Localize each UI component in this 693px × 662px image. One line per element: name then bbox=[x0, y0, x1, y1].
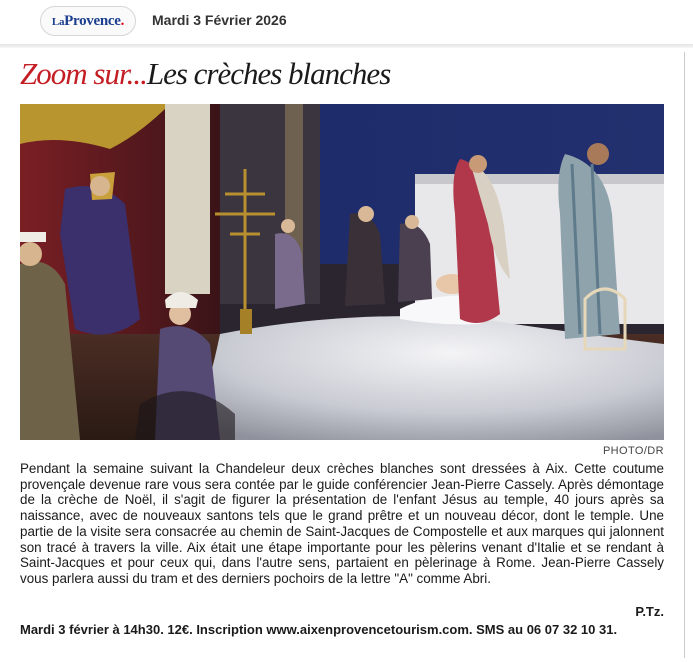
newspaper-logo[interactable] bbox=[40, 6, 136, 36]
article-headline bbox=[20, 56, 390, 96]
article-body: Pendant la semaine suivant la Chandeleur deux crèches blanches sont dressées à Aix. Cette coutume provençale devenue rare vous sera contée par le guide conférencier Jean-Pierre Cassely. Après démontage de la crèche de Noël, il s'agit de figurer la présentation de l'enfant Jésus au temple, 40 jours après sa naissance, avec de nouveaux santons tels que le grand prêtre et un nouveau décor, dont le temple. Une partie de la visite sera consacrée au chemin de Saint-Jacques de Compostelle et aux marques qui jalonnent son tracé à travers la ville. Aix était une étape importante pour les pèlerins venant d'Italie et se rendant à Saint-Jacques et pour ceux qui, dans l'autre sens, partaient en pèlerinage à Rome. Jean-Pierre Cassely vous parlera aussi du tram et des derniers pochoirs de la lettre "A" comme Abri. bbox=[20, 461, 664, 586]
practical-info: Mardi 3 février à 14h30. 12€. Inscription www.aixenprovencetourism.com. SMS au 06 07 32 10 31. bbox=[20, 622, 618, 637]
headline-kicker: Zoom sur... bbox=[20, 56, 147, 91]
header-divider bbox=[0, 44, 693, 48]
headline-title: Les crèches blanches bbox=[146, 56, 391, 91]
top-bar bbox=[0, 0, 693, 44]
logo-wordmark: LaProvence. bbox=[51, 12, 125, 29]
nativity-photo bbox=[20, 104, 664, 440]
edition-date: Mardi 3 Février 2026 bbox=[152, 12, 287, 28]
author-signature: P.Tz. bbox=[635, 604, 664, 619]
column-rule bbox=[684, 52, 685, 658]
photo-credit: PHOTO/DR bbox=[602, 445, 664, 457]
